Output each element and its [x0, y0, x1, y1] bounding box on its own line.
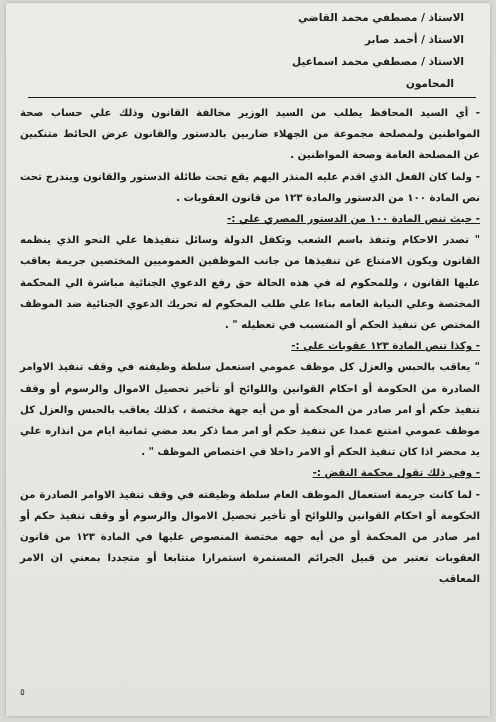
lawyers-header: [292, 7, 464, 95]
quote-constitution-article: " تصدر الاحكام وتنفذ باسم الشعب وتكفل الدولة وسائل تنفيذها علي النحو الذي ينظمه القانون ويكون الامتناع عن تنفيذها من جانب الموظفين العموميين المختصين جريمة يعاقب عليها القانون ، وللمحكوم له في هذه الحالة حق رفع الدعوي الجنائية مباشرة الي المحكمة المختصة وعلي النيابة العامه بناءا علي طلب المحكوم له تحريك الدعوي الجنائية ضد الموظف المختص عن تنفيذ الحكم أو المتسبب في تعطيله " .: [20, 235, 480, 332]
quote-penal-article: " يعاقب بالحبس والعزل كل موظف عمومي استعمل سلطة وظيفته في وقف تنفيذ الاوامر الصادرة من الحكومة أو احكام القوانين واللوائح أو تأخير تحصيل الاموال والرسوم أو وقف تنفيذ حكم أو امر صادر من المحكمة أو من أيه جهة مختصة ، كذلك يعاقب بالحبس والعزل كل موظف عمومي امتنع عمدا عن تنفيذ حكم أو امر مما ذكر بعد مضي ثمانية ايام من انذاره علي يد محضر اذا كان تنفيذ الحكم أو الامر داخلا في اختصاص الموظف " .: [20, 362, 480, 459]
lawyer-name-3: الاستاذ / مصطفي محمد اسماعيل: [292, 56, 464, 68]
heading-constitution-article: - حيث تنص المادة ١٠٠ من الدستور المصري علي :-: [227, 214, 480, 226]
page-number: ٥: [20, 688, 25, 698]
heading-cassation-court: - وفي ذلك تقول محكمة النقض :-: [312, 468, 480, 480]
document-page: [6, 3, 490, 716]
header-divider: [28, 97, 476, 98]
heading-penal-article: - وكذا تنص المادة ١٢٣ عقوبات علي :-: [291, 341, 480, 353]
lawyer-name-1: الاستاذ / مصطفي محمد القاضي: [297, 12, 464, 24]
lawyers-title: المحامون: [405, 78, 454, 90]
lawyer-name-2: الاستاذ / أحمد صابر: [365, 34, 464, 46]
paragraph-cassation-ruling: - لما كانت جريمة استعمال الموظف العام سلطة وظيفته في وقف تنفيذ الاوامر الصادرة من الحكومة أو احكام القوانين واللوائح أو تأخير تحصيل الاموال والرسوم أو وقف تنفيذ حكم أو امر صادر من المحكمة أو من أيه جهه مختصة المنصوص عليها في المادة ١٢٣ من قانون العقوبات تعتبر من قبيل الجرائم المستمرة استمرارا متتابعا أو متجددا بمعني ان الامر المعاقب: [20, 489, 480, 586]
paragraph-violation: - ولما كان الفعل الذي اقدم عليه المنذر اليهم يقع تحت طائلة الدستور والقانون ويندرج تحت نص المادة ١٠٠ من الدستور والمادة ١٢٣ من قانون العقوبات .: [20, 171, 480, 204]
paragraph-governor: - أي السيد المحافظ يطلب من السيد الوزير مخالفة القانون وذلك علي حساب صحة المواطنين ولمصلحة مجموعة من الجهلاء ضاربين بالدستور والقانون عرض الحائط متنكبين عن المصلحة العامة وصحة المواطنين .: [20, 108, 480, 162]
document-body: [20, 103, 480, 591]
